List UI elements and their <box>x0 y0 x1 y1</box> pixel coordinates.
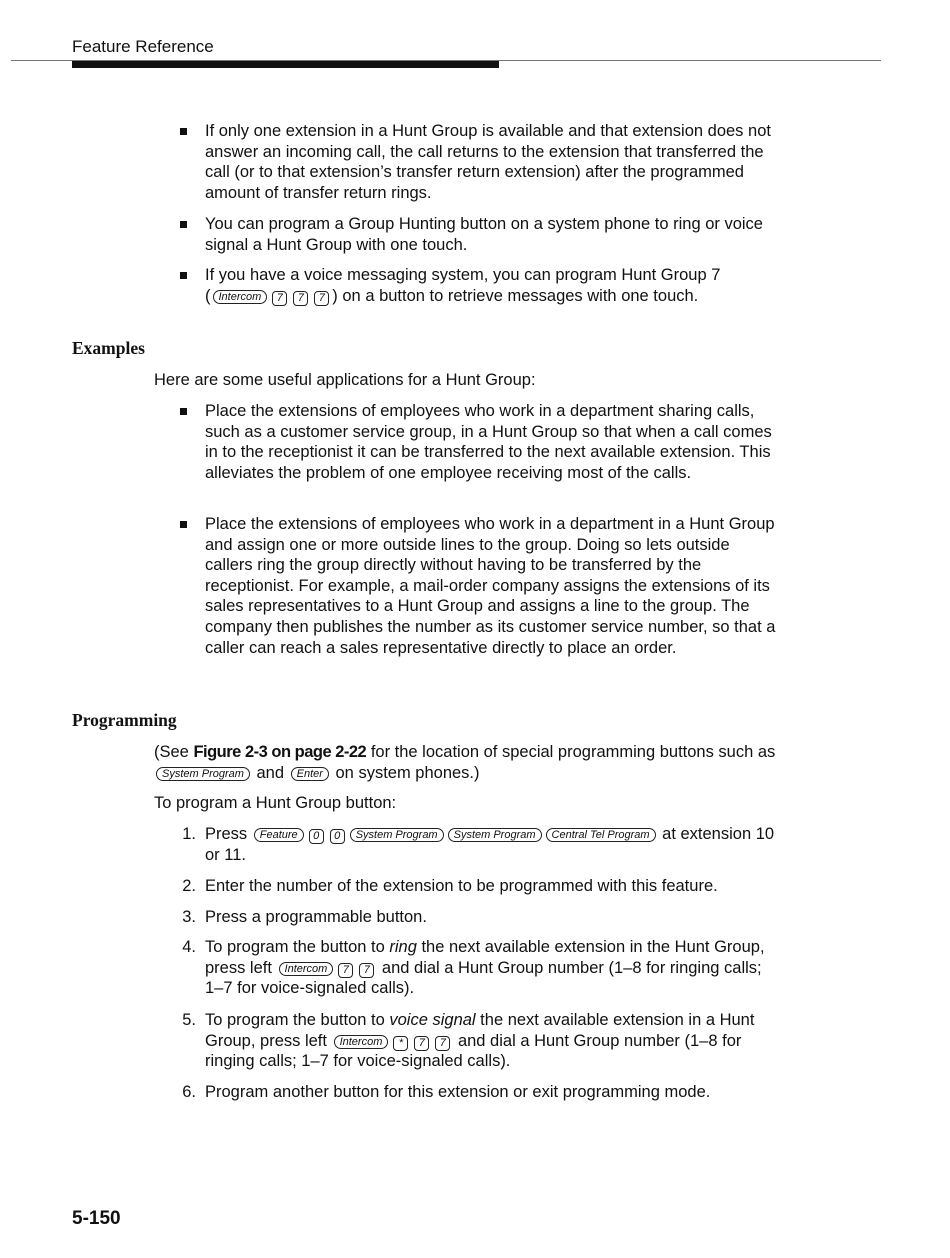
figure-cross-reference: Figure 2-3 on page 2-22 <box>193 743 367 761</box>
bullet-text: Place the extensions of employees who work in a department sharing calls, such as a customer service group, in a Hunt Group so that when a call comes in to the receptionist it can be transferred to the next available extension. This alleviates the problem of one employee receiving most of the calls. <box>205 402 772 482</box>
step-text: and dial a Hunt Group number (1–8 for ringing calls; 1–7 for voice-signaled calls). <box>205 958 762 998</box>
bullet-icon <box>180 272 187 279</box>
step-text: and dial a Hunt Group number (1–8 for ringing calls; 1–7 for voice-signaled calls). <box>205 1031 742 1071</box>
step-text: the next available extension in a Hunt Group, press left <box>205 1011 755 1050</box>
step-text: at extension 10 or 11. <box>205 825 775 864</box>
bullet-text: You can program a Group Hunting button on a system phone to ring or voice signal a Hunt Group with one touch. <box>205 215 763 254</box>
bullet-item-transfer-return <box>180 121 780 203</box>
step-6 <box>178 1082 778 1103</box>
bullet-text: If only one extension in a Hunt Group is available and that extension does not answer an incoming call, the call returns to the extension that transferred the call (or to that extension’s transfer return extension) after the programmed amount of transfer return rings. <box>205 122 771 202</box>
example-item-department-calls <box>180 401 780 483</box>
running-header: Feature Reference <box>72 37 214 56</box>
dial-0-key-icon: 0 <box>330 829 345 844</box>
intercom-key-icon: Intercom <box>279 962 334 976</box>
examples-intro: Here are some useful applications for a Hunt Group: <box>154 371 536 389</box>
dial-7-key-icon: 7 <box>414 1036 429 1051</box>
step-text: the next available extension in the Hunt Group, press left <box>205 938 765 977</box>
step-3 <box>178 907 778 928</box>
dial-7-key-icon: 7 <box>293 291 308 306</box>
step-number: 2. <box>182 877 196 895</box>
programming-see-note <box>154 742 779 783</box>
bullet-icon <box>180 408 187 415</box>
feature-key-icon: Feature <box>254 828 304 842</box>
emphasis-ring: ring <box>389 938 417 956</box>
bullet-text: Place the extensions of employees who work in a department in a Hunt Group and assign one or more outside lines to the group. Doing so lets outside callers ring the group directly without having to be transferred by the receptionist. For example, a mail-order company assigns the extensions of its sales representatives to a Hunt Group and assigns a line to the group. The company then publishes the number as its customer service number, so that a caller can reach a sales representative directly to place an order. <box>205 515 776 657</box>
system-program-key-icon: System Program <box>448 828 542 842</box>
bullet-icon <box>180 221 187 228</box>
step-number: 3. <box>182 908 196 926</box>
dial-star-key-icon: * <box>393 1036 408 1051</box>
see-mid: for the location of special programming buttons such as <box>366 743 776 761</box>
dial-7-key-icon: 7 <box>359 963 374 978</box>
step-5 <box>178 1010 778 1072</box>
intercom-key-icon: Intercom <box>334 1035 389 1049</box>
step-text: Program another button for this extension or exit programming mode. <box>205 1083 711 1101</box>
dial-7-key-icon: 7 <box>272 291 287 306</box>
intercom-key-icon: Intercom <box>213 290 268 304</box>
bullet-item-voice-messaging <box>180 265 780 306</box>
bullet-icon <box>180 128 187 135</box>
system-program-key-icon: System Program <box>156 767 250 781</box>
step-text: Press a programmable button. <box>205 908 427 926</box>
central-tel-program-key-icon: Central Tel Program <box>546 828 656 842</box>
dial-7-key-icon: 7 <box>314 291 329 306</box>
paren-open: ( <box>205 286 211 305</box>
examples-heading: Examples <box>72 338 145 358</box>
dial-7-key-icon: 7 <box>338 963 353 978</box>
emphasis-voice-signal: voice signal <box>389 1011 476 1029</box>
step-text: To program the button to <box>205 938 390 956</box>
bullet-text-line1: If you have a voice messaging system, you can program Hunt Group 7 <box>205 266 721 284</box>
step-2 <box>178 876 778 897</box>
see-and: and <box>251 763 289 782</box>
dial-7-key-icon: 7 <box>435 1036 450 1051</box>
bullet-icon <box>180 521 187 528</box>
enter-key-icon: Enter <box>291 767 329 781</box>
step-number: 1. <box>182 825 196 843</box>
header-rule-thick <box>72 61 499 68</box>
step-text: To program the button to <box>205 1011 390 1029</box>
bullet-item-group-hunting <box>180 214 780 255</box>
step-number: 5. <box>182 1011 196 1029</box>
step-number: 4. <box>182 938 196 956</box>
programming-intro: To program a Hunt Group button: <box>154 794 397 812</box>
step-number: 6. <box>182 1083 196 1101</box>
example-item-outside-lines <box>180 514 780 658</box>
page-number: 5-150 <box>72 1208 121 1229</box>
step-1 <box>178 824 778 865</box>
step-text: Enter the number of the extension to be programmed with this feature. <box>205 877 718 895</box>
system-program-key-icon: System Program <box>350 828 444 842</box>
see-open: (See <box>154 743 194 761</box>
step-text: Press <box>205 825 252 843</box>
dial-0-key-icon: 0 <box>309 829 324 844</box>
bullet-text-rest: ) on a button to retrieve messages with one touch. <box>332 286 699 305</box>
programming-heading: Programming <box>72 710 177 730</box>
step-4 <box>178 937 778 999</box>
see-close: on system phones.) <box>330 763 480 782</box>
